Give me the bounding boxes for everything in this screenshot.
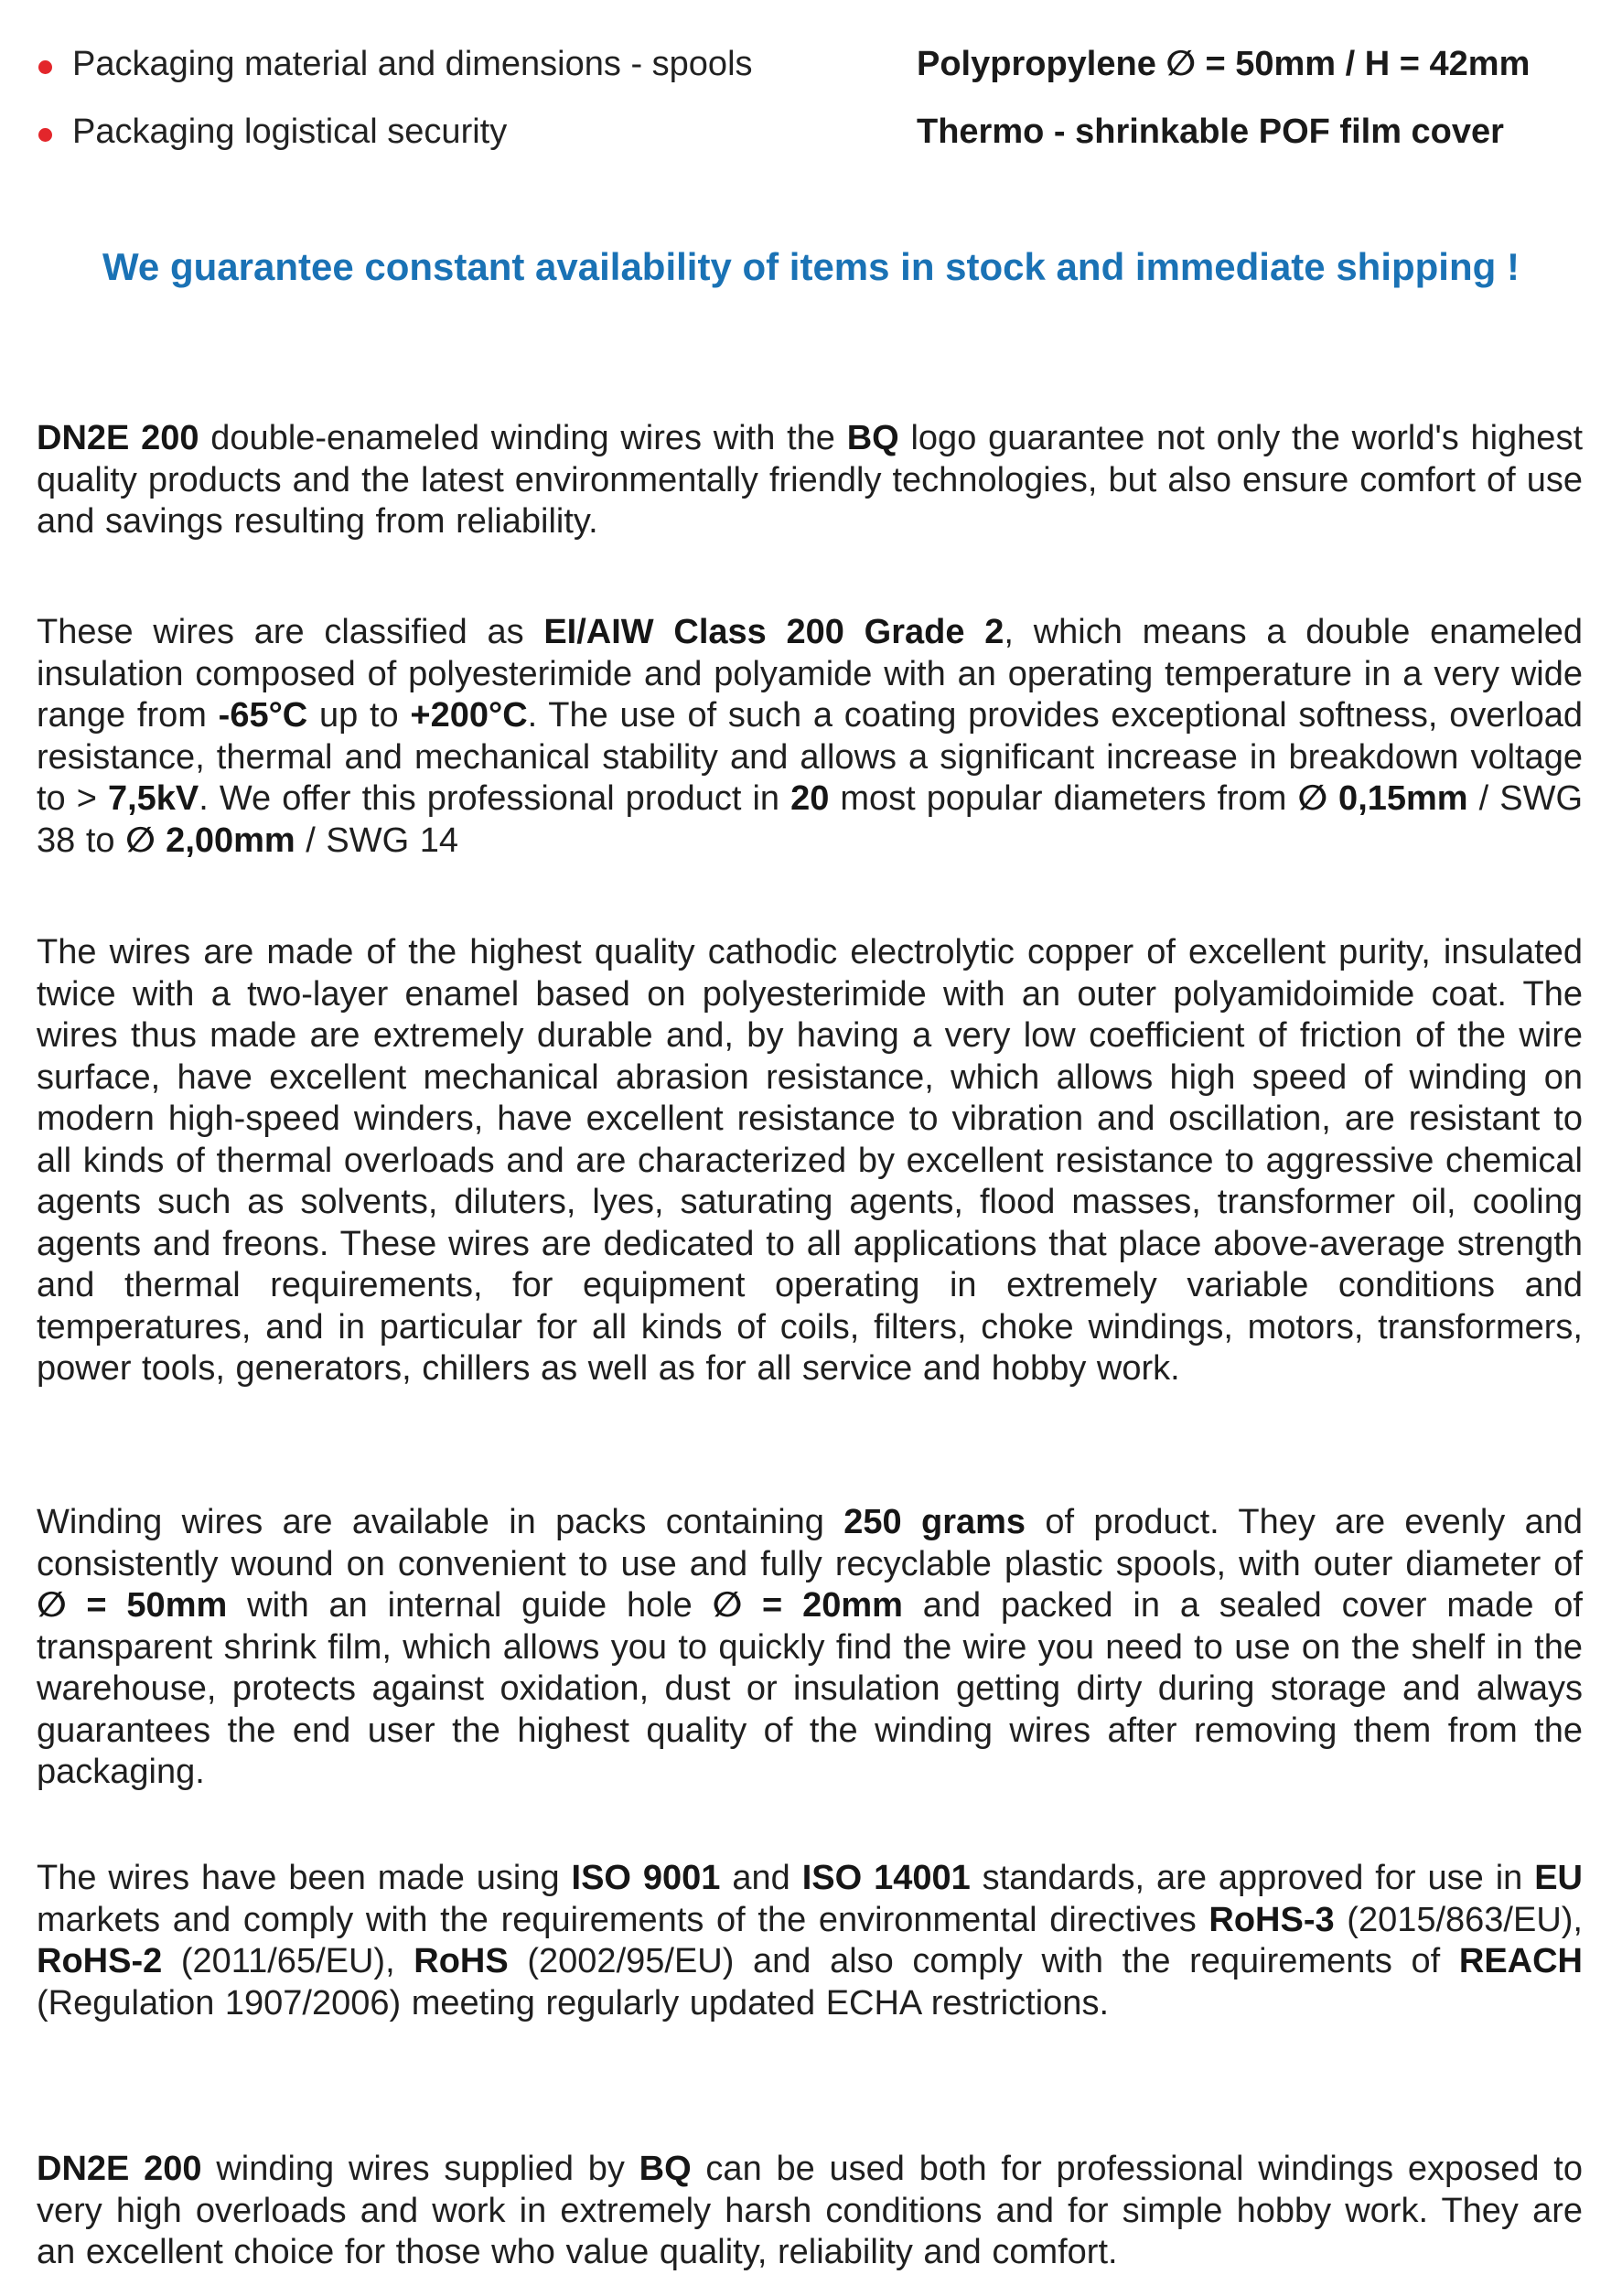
diameter-min: ∅ 0,15mm — [1297, 779, 1468, 818]
text-span: / SWG 14 — [295, 821, 458, 860]
brand-name: BQ — [846, 419, 899, 457]
rohs-3: RoHS-3 — [1208, 1900, 1335, 1939]
diameter-count: 20 — [790, 779, 830, 818]
paragraph-construction: The wires are made of the highest quality cathodic electrolytic copper of excellent purity, insulated twice with a two-layer enamel based on polyesterimide with an outer polyamidoimide coat. The wires thus made are extremely durable and, by having a very low coefficient of friction of the wire surface, have excellent mechanical abrasion resistance, which allows high speed of winding on modern high-speed winders, have excellent resistance to vibration and oscillation, are resistant to all kinds of thermal overloads and are characterized by excellent resistance to aggressive chemical agents such as solvents, diluters, lyes, saturating agents, flood masses, transformer oil, cooling agents and freons. These wires are dedicated to all applications that place above-average strength and thermal requirements, for equipment operating in extremely variable conditions and temperatures, and in particular for all kinds of coils, filters, choke windings, motors, transformers, power tools, generators, chillers as well as for all service and hobby work. — [37, 933, 1583, 1388]
text-span: winding wires supplied by — [201, 2150, 639, 2188]
bullet-icon — [38, 60, 52, 74]
spec-label: Packaging material and dimensions - spools — [72, 45, 753, 83]
text-span: with an internal guide hole — [227, 1586, 713, 1625]
bullet-icon — [38, 128, 52, 142]
text-span: and packed in a sealed cover made of transparent shrink film, which allows you to quickly find the wire you need to use on the shelf in the warehouse, protects against oxidation, dust or insulation getting dirty during storage and always guarantees the end user the highest quality of the winding wires after removing them from the packaging. — [37, 1586, 1583, 1791]
text-span: / SWG 38 to — [37, 779, 1584, 860]
brand-name: BQ — [639, 2150, 692, 2188]
spec-row-material — [0, 40, 1622, 108]
rohs-2: RoHS-2 — [37, 1942, 163, 1980]
packaging-specs — [0, 40, 1622, 176]
text-span: logo guarantee not only the world's highest quality products and the latest environmentally friendly technologies, but also ensure comfort of use and savings resulting from reliability. — [37, 419, 1584, 541]
pack-weight: 250 grams — [843, 1503, 1026, 1541]
product-name: DN2E 200 — [37, 2150, 202, 2188]
text-span: of product. They are evenly and consistently wound on convenient to use and fully recyclable plastic spools, with outer diameter of — [37, 1503, 1584, 1583]
spec-value: Thermo - shrinkable POF film cover — [917, 113, 1504, 151]
paragraph-classification — [37, 612, 1583, 862]
text-span: and — [720, 1859, 802, 1897]
paragraph-standards — [37, 1858, 1583, 2024]
text-span: can be used both for professional windings exposed to very high overloads and work in extremely harsh conditions and for simple hobby work. They are an excellent choice for those who value quality, reliability and comfort. — [37, 2150, 1583, 2271]
text-span: markets and comply with the requirements of the environmental directives — [37, 1900, 1209, 1939]
text-span: , which means a double enameled insulation composed of polyesterimide and polyamide with an operating temperature in a very wide range from — [37, 613, 1583, 735]
temp-max: +200°C — [410, 696, 528, 735]
class-grade: EI/AIW Class 200 Grade 2 — [543, 613, 1004, 651]
spec-value: Polypropylene ∅ = 50mm / H = 42mm — [917, 45, 1531, 83]
text-span: most popular diameters from — [829, 779, 1298, 818]
guide-hole-diameter: ∅ = 20mm — [712, 1586, 903, 1625]
text-span: standards, are approved for use in — [970, 1859, 1535, 1897]
text-span: Winding wires are available in packs containing — [37, 1503, 844, 1541]
paragraph-packaging — [37, 1502, 1583, 1794]
spec-row-security — [0, 108, 1622, 176]
paragraph-intro — [37, 418, 1583, 543]
text-span: (Regulation 1907/2006) meeting regularly updated ECHA restrictions. — [37, 1983, 1109, 2022]
text-span: These wires are classified as — [37, 613, 544, 651]
text-span: (2015/863/EU), — [1334, 1900, 1583, 1939]
paragraph-closing — [37, 2149, 1583, 2274]
text-span: The wires have been made using — [37, 1859, 572, 1897]
eu-market: EU — [1534, 1859, 1583, 1897]
text-span: up to — [307, 696, 411, 735]
product-name: DN2E 200 — [37, 419, 199, 457]
text-span: (2002/95/EU) and also comply with the requirements of — [508, 1942, 1459, 1980]
text-span: (2011/65/EU), — [162, 1942, 414, 1980]
text-span: . The use of such a coating provides exceptional softness, overload resistance, thermal and mechanical stability and allows a significant increase in breakdown voltage to > — [37, 696, 1583, 818]
spec-label: Packaging logistical security — [72, 113, 508, 151]
iso-9001: ISO 9001 — [571, 1859, 721, 1897]
availability-headline: We guarantee constant availability of items in stock and immediate shipping ! — [102, 245, 1520, 288]
text-span: double-enameled winding wires with the — [199, 419, 847, 457]
text-span: . We offer this professional product in — [199, 779, 791, 818]
iso-14001: ISO 14001 — [801, 1859, 971, 1897]
reach: REACH — [1458, 1942, 1583, 1980]
temp-min: -65°C — [218, 696, 308, 735]
breakdown-voltage: 7,5kV — [107, 779, 199, 818]
diameter-max: ∅ 2,00mm — [125, 821, 295, 860]
outer-diameter: ∅ = 50mm — [37, 1586, 228, 1625]
rohs: RoHS — [414, 1942, 509, 1980]
